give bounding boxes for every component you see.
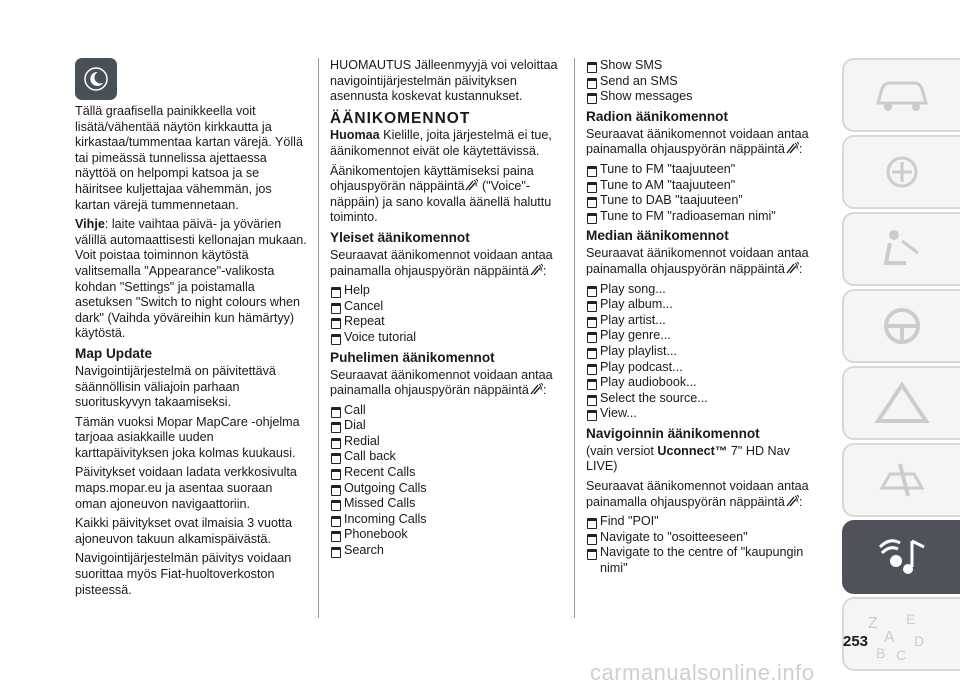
colon: :	[798, 261, 803, 276]
list-item: Call back	[330, 449, 566, 465]
warning-lights-icon	[872, 152, 932, 192]
map-update-p3: Päivitykset voidaan ladata verkkosivulta maps.mopar.eu ja asentaa suoraan oman ajoneuvon navigaattoriin.	[75, 465, 297, 511]
tip-text: : laite vaihtaa päivä- ja yövärien välillä automaattisesti kellonajan mukaan. Voit poistaa toiminnon käytöstä valitsemalla "Appearance"-valikosta kohdan "Settings" ja poistamalla asetuksen "Switch to night colours when dark" (Vaihda yöväreihin kun hämärtyy) käytöstä.	[75, 217, 307, 341]
sms-commands-list	[586, 58, 818, 105]
list-item: View...	[586, 406, 818, 422]
nav-note-a: (vain versiot	[586, 443, 658, 458]
column-2	[330, 58, 566, 562]
car-icon	[872, 75, 932, 115]
list-item: Search	[330, 543, 566, 559]
list-item: Phonebook	[330, 527, 566, 543]
index-icon	[862, 606, 942, 662]
map-update-p5: Navigointijärjestelmän päivitys voidaan suorittaa myös Fiat-huoltoverkoston pisteessä.	[75, 551, 292, 597]
tab-maintenance[interactable]	[842, 443, 960, 517]
tip-paragraph	[75, 217, 307, 342]
wrench-car-icon	[872, 458, 932, 502]
tab-emergency[interactable]	[842, 366, 960, 440]
list-item: Play song...	[586, 282, 818, 298]
list-item: Play genre...	[586, 328, 818, 344]
list-item: Tune to AM "taajuuteen"	[586, 178, 818, 194]
tab-multimedia[interactable]	[842, 520, 960, 594]
general-intro	[330, 248, 566, 279]
list-item: Tune to DAB "taajuuteen”	[586, 193, 818, 209]
list-item: Help	[330, 283, 566, 299]
hazard-triangle-icon	[872, 381, 932, 425]
voice-button-icon	[464, 179, 478, 192]
nav-intro	[586, 479, 818, 510]
nav-note-c: 7" HD Nav LIVE)	[586, 443, 790, 474]
general-commands-list	[330, 283, 566, 345]
notice-label: Huomaa	[330, 128, 380, 143]
night-mode-moon-icon	[75, 58, 117, 100]
list-item: Voice tutorial	[330, 330, 566, 346]
list-item: Outgoing Calls	[330, 481, 566, 497]
list-item: Cancel	[330, 299, 566, 315]
page-number: 253	[843, 633, 869, 650]
list-item: Dial	[330, 418, 566, 434]
nav-version-note	[586, 444, 818, 475]
list-item: Incoming Calls	[330, 512, 566, 528]
list-item: Send an SMS	[586, 74, 818, 90]
colon: :	[542, 383, 547, 398]
list-item: Play album...	[586, 297, 818, 313]
list-item: Repeat	[330, 314, 566, 330]
svg-text:D: D	[914, 633, 925, 649]
list-item: Play audiobook...	[586, 375, 818, 391]
list-item: Redial	[330, 434, 566, 450]
nav-commands-list	[586, 514, 818, 576]
voice-commands-title: ÄÄNIKOMENNOT	[330, 109, 471, 127]
phone-intro	[330, 368, 566, 399]
radio-commands-list	[586, 162, 818, 224]
phone-commands-heading: Puhelimen äänikomennot	[330, 349, 495, 365]
map-update-p1: Navigointijärjestelmä on päivitettävä säännöllisin väliajoin parhaan suorituskyvyn takaamiseksi.	[75, 363, 276, 410]
list-item: Recent Calls	[330, 465, 566, 481]
voice-usage-paragraph	[330, 164, 566, 226]
media-commands-list	[586, 282, 818, 422]
column-divider-2	[574, 58, 575, 618]
list-item: Navigate to "osoitteeseen"	[586, 530, 818, 546]
column-1	[75, 58, 307, 602]
svg-text:E: E	[906, 611, 916, 627]
multimedia-icon	[872, 533, 932, 581]
list-item: Show SMS	[586, 58, 818, 74]
column-divider-1	[318, 58, 319, 618]
seat-airbag-icon	[872, 227, 932, 271]
svg-text:B: B	[876, 645, 886, 661]
list-item: Missed Calls	[330, 496, 566, 512]
notice-paragraph	[330, 128, 566, 159]
svg-text:C: C	[896, 647, 907, 662]
list-item: Select the source...	[586, 391, 818, 407]
radio-intro-text: Seuraavat äänikomennot voidaan antaa painamalla ohjauspyörän näppäintä	[586, 126, 809, 157]
voice-usage-text-b: ("Voice"-näppäin) ja sano kovalla äänellä haluttu toiminto.	[330, 179, 552, 225]
list-item: Tune to FM "taajuuteen"	[586, 162, 818, 178]
colon: :	[542, 263, 547, 278]
voice-button-icon	[785, 262, 799, 275]
list-item: Navigate to the centre of "kaupungin nimi"	[586, 545, 818, 576]
chapter-tabs	[842, 58, 960, 674]
voice-button-icon	[529, 383, 543, 396]
map-update-p4: Kaikki päivitykset ovat ilmaisia 3 vuotta ajoneuvon takuun alkamispäivästä.	[75, 516, 292, 546]
svg-text:A: A	[884, 629, 895, 646]
voice-button-icon	[785, 142, 799, 155]
list-item: Call	[330, 403, 566, 419]
watermark: carmanualsonline.info	[590, 660, 815, 685]
tab-warning-lights[interactable]	[842, 135, 960, 209]
phone-intro-text: Seuraavat äänikomennot voidaan antaa painamalla ohjauspyörän näppäintä	[330, 367, 553, 398]
general-intro-text: Seuraavat äänikomennot voidaan antaa painamalla ohjauspyörän näppäintä	[330, 247, 553, 278]
svg-text:Z: Z	[868, 615, 878, 632]
media-intro	[586, 246, 818, 277]
map-update-p2: Tämän vuoksi Mopar MapCare -ohjelma tarjoaa asiakkaille uuden karttapäivityksen joka kolmas kuukausi.	[75, 414, 300, 460]
tab-safety[interactable]	[842, 212, 960, 286]
voice-button-icon	[785, 495, 799, 508]
media-commands-heading: Median äänikomennot	[586, 228, 729, 244]
colon: :	[798, 494, 803, 509]
colon: :	[798, 142, 803, 157]
list-item: Play podcast...	[586, 360, 818, 376]
list-item: Play artist...	[586, 313, 818, 329]
list-item: Find "POI"	[586, 514, 818, 530]
list-item: Play playlist...	[586, 344, 818, 360]
radio-intro	[586, 127, 818, 158]
phone-commands-list	[330, 403, 566, 559]
column-3	[586, 58, 818, 580]
list-item: Tune to FM "radioaseman nimi"	[586, 209, 818, 225]
radio-commands-heading: Radion äänikomennot	[586, 108, 728, 124]
tab-driving[interactable]	[842, 289, 960, 363]
nav-intro-text: Seuraavat äänikomennot voidaan antaa painamalla ohjauspyörän näppäintä	[586, 479, 809, 509]
nav-commands-heading: Navigoinnin äänikomennot	[586, 425, 760, 441]
nav-note-brand: Uconnect™	[657, 443, 728, 458]
brightness-paragraph: Tällä graafisella painikkeella voit lisätä/vähentää näytön kirkkautta ja kirkastaa/tummentaa kartan värejä. Yöllä tai pimeässä tunnelissa ajettaessa näyttöä on helpompi katsoa ja se häiritsee kuljettajaa vähemmän, jos kartan värejä tummennetaan.	[75, 104, 303, 212]
voice-usage-text-a: Äänikomentojen käyttämiseksi paina ohjauspyörän näppäintä	[330, 163, 534, 194]
steering-wheel-icon	[872, 304, 932, 348]
media-intro-text: Seuraavat äänikomennot voidaan antaa painamalla ohjauspyörän näppäintä	[586, 246, 809, 276]
tip-label: Vihje	[75, 217, 105, 232]
notice-text: Kielille, joita järjestelmä ei tue, äänikomennot eivät ole käytettävissä.	[330, 128, 552, 158]
map-update-heading: Map Update	[75, 345, 153, 361]
tab-vehicle[interactable]	[842, 58, 960, 132]
list-item: Show messages	[586, 89, 818, 105]
voice-button-icon	[529, 264, 543, 277]
note-paragraph: HUOMAUTUS Jälleenmyyjä voi veloittaa navigointijärjestelmän päivityksen asennusta koskevat kustannukset.	[330, 58, 558, 104]
general-commands-heading: Yleiset äänikomennot	[330, 229, 470, 245]
